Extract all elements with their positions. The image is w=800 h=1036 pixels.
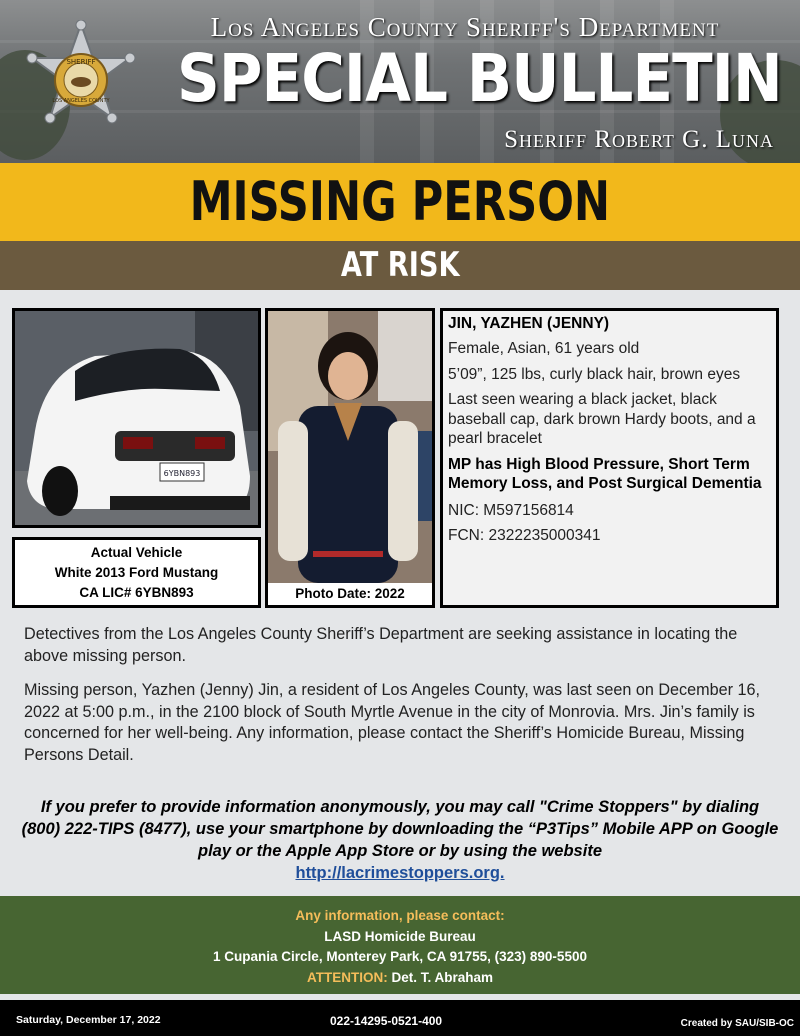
- person-info-panel: [440, 308, 779, 608]
- license-plate-text: 6YBN893: [163, 469, 201, 478]
- car-image-icon: [15, 311, 258, 525]
- person-description: 5’09”, 125 lbs, curly black hair, brown eyes: [448, 365, 741, 383]
- nic-number: NIC: M597156814: [448, 501, 574, 519]
- vehicle-caption: [12, 537, 261, 608]
- sheriff-star-badge-icon: [22, 20, 140, 138]
- footer-bar: [0, 1000, 800, 1036]
- attention-name: Det. T. Abraham: [391, 969, 494, 985]
- footer-date: Saturday, December 17, 2022: [16, 1014, 161, 1026]
- missing-person-title: MISSING PERSON: [189, 170, 611, 233]
- at-risk-banner: [0, 241, 800, 290]
- person-image-icon: [268, 311, 432, 583]
- department-name: Los Angeles County Sheriff's Department: [210, 12, 720, 42]
- attention-label: ATTENTION:: [306, 969, 388, 985]
- badge-top-text: SHERIFF: [66, 58, 96, 66]
- person-demographics: Female, Asian, 61 years old: [448, 340, 640, 357]
- person-clothing: Last seen wearing a black jacket, black baseball cap, dark brown Hardy boots, and a pearl bracelet: [448, 391, 756, 447]
- vehicle-caption-line1: Actual Vehicle: [90, 545, 183, 560]
- vehicle-caption-line2: White 2013 Ford Mustang: [54, 565, 219, 580]
- body-paragraph-2: Missing person, Yazhen (Jenny) Jin, a resident of Los Angeles County, was last seen on December 16, 2022 at 5:00 p.m., in the 2100 block of South Myrtle Avenue in the city of Monrovia. Mrs. Jin’s family is concerned for her well-being. Any information, please contact the Sheriff’s Homicide Bureau, Missing Persons Detail.: [24, 681, 761, 764]
- vehicle-caption-line3: CA LIC# 6YBN893: [79, 585, 194, 600]
- missing-person-banner: [0, 163, 800, 241]
- anonymous-tip-info: [20, 796, 780, 884]
- bulletin-header: [0, 0, 800, 163]
- photo-date-label: Photo Date: 2022: [268, 583, 432, 605]
- at-risk-label: AT RISK: [340, 245, 460, 285]
- footer-case-number: 022-14295-0521-400: [330, 1014, 443, 1028]
- special-bulletin-title: SPECIAL BULLETIN: [177, 40, 782, 117]
- sheriff-name: Sheriff Robert G. Luna: [504, 126, 774, 153]
- contact-bureau: LASD Homicide Bureau: [324, 928, 476, 944]
- fcn-number: FCN: 2322235000341: [448, 527, 601, 544]
- contact-attention: [0, 968, 800, 989]
- contact-address: 1 Cupania Circle, Monterey Park, CA 91755, (323) 890-5500: [213, 949, 587, 964]
- contact-heading: Any information, please contact:: [295, 908, 505, 923]
- person-medical-alert: MP has High Blood Pressure, Short Term Memory Loss, and Post Surgical Dementia: [448, 455, 762, 492]
- crimestoppers-link[interactable]: http://lacrimestoppers.org.: [295, 864, 505, 882]
- vehicle-photo: [12, 308, 261, 528]
- person-name: JIN, YAZHEN (JENNY): [448, 315, 610, 332]
- badge-bottom-text: LOS ANGELES COUNTY: [52, 98, 110, 104]
- anonymous-tip-text: If you prefer to provide information anonymously, you may call "Crime Stoppers" by dialing (800) 222-TIPS (8477), use your smartphone by downloading the “P3Tips” Mobile APP on Google play or the Apple App Store or by using the website: [21, 798, 779, 860]
- person-photo: [265, 308, 435, 608]
- contact-band: [0, 896, 800, 994]
- body-paragraph-1: Detectives from the Los Angeles County Sheriff’s Department are seeking assistance in locating the above missing person.: [24, 625, 738, 665]
- footer-created-by: Created by SAU/SIB-OC: [680, 1018, 794, 1029]
